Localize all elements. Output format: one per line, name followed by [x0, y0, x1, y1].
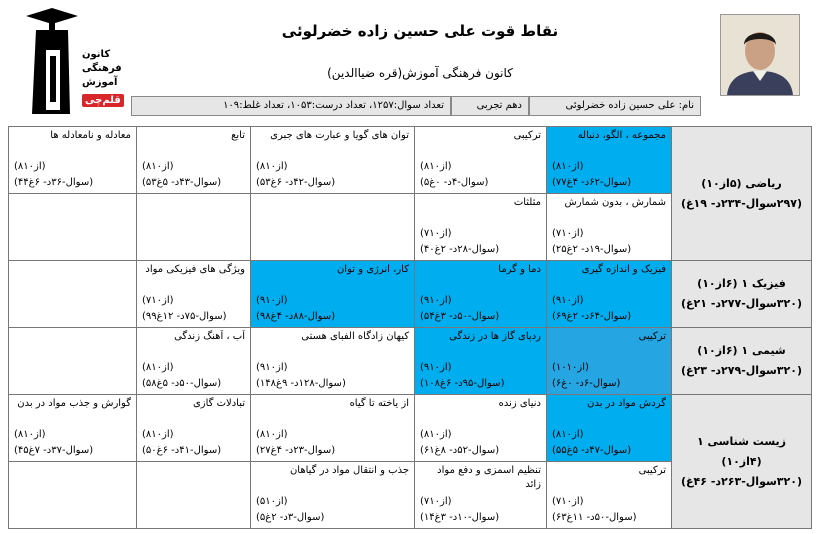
topic-stats: (۹۹سوال-۷۵د- ۱۲غ) — [142, 311, 227, 322]
topic-cell — [9, 194, 137, 261]
topic-stats: (۶۱سوال-۵۲د- ۸غ) — [420, 445, 500, 456]
topic-stats: (۵۰سوال-۴۱د- ۶غ) — [142, 445, 222, 456]
topic-cell — [251, 462, 415, 529]
topic-name: آب ، آهنگ زندگی — [174, 331, 245, 342]
subject-cell — [672, 127, 812, 261]
topic-name — [142, 196, 245, 226]
graduate-logo-icon — [22, 6, 80, 116]
page-subtitle: کانون فرهنگی آموزش(قره ضیاالدین) — [327, 66, 513, 80]
topic-name: تبادلات گازی — [192, 398, 245, 409]
topic-name — [142, 464, 245, 494]
topic-stats: (۱۴۸سوال-۱۲۸د- ۹غ) — [256, 378, 346, 389]
topic-name: ترکیبی — [638, 331, 666, 342]
topic-score: (۵از۱۰) — [256, 496, 288, 507]
topic-cell — [415, 328, 547, 395]
topic-name: ترکیبی — [638, 465, 666, 476]
subject-name: زیست شناسی ۱ (۴از۱۰) — [696, 434, 787, 468]
topic-score: (۸از۱۰) — [552, 161, 584, 172]
topic-name: کار، انرژی و توان — [336, 264, 409, 275]
topic-cell — [9, 261, 137, 328]
topic-name: شمارش ، بدون شمارش — [564, 197, 666, 208]
topic-stats: (۱۰۸سوال-۹۵د- ۶غ) — [420, 378, 505, 389]
subject-cell — [672, 261, 812, 328]
student-name: نام: علی حسین زاده خضرلوئی — [529, 96, 701, 116]
topic-name: توان های گویا و عبارت های جبری — [270, 130, 409, 141]
subject-summary: (۳۲۰سوال-۲۶۳د- ۴۶غ) — [681, 474, 802, 488]
topic-score: (۹از۱۰) — [256, 295, 288, 306]
topic-cell — [137, 194, 251, 261]
topic-name: گردش مواد در بدن — [587, 398, 666, 409]
topic-name: ردپای گاز ها در زندگی — [449, 331, 541, 342]
topic-cell — [415, 462, 547, 529]
topic-stats: (۶۳سوال-۵۰د- ۱۱غ) — [552, 512, 637, 523]
strengths-table — [8, 126, 812, 529]
topic-stats: (۴۴سوال-۳۶د- ۶غ) — [14, 177, 94, 188]
subject-summary: (۳۲۰سوال-۲۷۷د- ۲۱غ) — [681, 297, 802, 310]
topic-stats: (۹۸سوال-۸۸د- ۴غ) — [256, 311, 336, 322]
subject-cell — [672, 328, 812, 395]
topic-stats: (۴۵سوال-۳۷د- ۷غ) — [14, 445, 94, 456]
topic-cell — [547, 328, 672, 395]
topic-name: فیزیک و اندازه گیری — [581, 264, 666, 275]
topic-score: (۹از۱۰) — [552, 295, 584, 306]
topic-stats: (۵۳سوال-۴۲د- ۶غ) — [256, 177, 336, 188]
kanoon-logo — [22, 6, 122, 116]
topic-name: ترکیبی — [513, 130, 541, 141]
topic-cell — [547, 261, 672, 328]
topic-cell — [251, 328, 415, 395]
topic-cell — [415, 261, 547, 328]
topic-score: (۹از۱۰) — [256, 362, 288, 373]
logo-line-2: فرهنگی — [82, 63, 122, 74]
topic-score: (۸از۱۰) — [14, 429, 46, 440]
topic-stats: (۵سوال-۴د- ۰غ) — [420, 177, 489, 188]
topic-name: دنیای زنده — [498, 398, 541, 409]
exam-stats: تعداد سوال:۱۲۵۷، تعداد درست:۱۰۵۳، تعداد غلط:۱۰۹ — [131, 96, 451, 116]
topic-stats: (۶۹سوال-۶۴د- ۲غ) — [552, 311, 632, 322]
topic-cell — [415, 127, 547, 194]
logo-line-1: کانون — [82, 49, 111, 60]
topic-stats: (۲۷سوال-۲۳د- ۴غ) — [256, 445, 336, 456]
topic-cell — [547, 194, 672, 261]
student-grade: دهم تجربی — [451, 96, 529, 116]
topic-name — [256, 196, 409, 226]
topic-stats: (۵۳سوال-۴۳د- ۵غ) — [142, 177, 222, 188]
page-title: نقاط قوت علی حسین زاده خضرلوئی — [281, 22, 559, 40]
topic-stats: (۱۴سوال-۱۰د- ۳غ) — [420, 512, 500, 523]
topic-score: (۸از۱۰) — [256, 429, 288, 440]
topic-name — [14, 464, 131, 494]
subject-summary: (۳۲۰سوال-۲۷۹د- ۲۳غ) — [681, 364, 802, 377]
topic-cell — [9, 462, 137, 529]
topic-name: معادله و نامعادله ها — [50, 130, 131, 141]
topic-score: (۷از۱۰) — [420, 496, 452, 507]
topic-cell — [137, 462, 251, 529]
topic-score: (۸از۱۰) — [142, 161, 174, 172]
topic-stats: (۷۷سوال-۶۲د- ۴غ) — [552, 177, 632, 188]
topic-score: (۷از۱۰) — [552, 496, 584, 507]
topic-cell — [9, 127, 137, 194]
topic-name: گوارش و جذب مواد در بدن — [17, 398, 131, 409]
topic-name: تنظیم اسمزی و دفع مواد زائد — [437, 465, 541, 490]
subject-name: فیزیک ۱ (۶از۱۰) — [697, 277, 786, 290]
logo-line-3: آموزش — [82, 77, 118, 88]
subject-summary: (۲۹۷سوال-۲۳۴د- ۱۹غ) — [681, 196, 802, 210]
topic-score: (۸از۱۰) — [256, 161, 288, 172]
topic-score: (۹از۱۰) — [420, 362, 452, 373]
topic-name — [14, 330, 131, 360]
topic-score: (۹از۱۰) — [420, 295, 452, 306]
topic-cell — [251, 261, 415, 328]
topic-name: مجموعه ، الگو، دنباله — [577, 130, 666, 141]
topic-score: (۸از۱۰) — [14, 161, 46, 172]
student-photo — [720, 14, 800, 96]
topic-cell — [415, 395, 547, 462]
logo-badge: قلم‌چی — [82, 94, 124, 107]
topic-score: (۸از۱۰) — [552, 429, 584, 440]
topic-name: جذب و انتقال مواد در گیاهان — [289, 465, 409, 476]
topic-name — [14, 196, 131, 226]
topic-stats: (۵۴سوال-۵۰د- ۳غ) — [420, 311, 500, 322]
topic-cell — [137, 395, 251, 462]
topic-cell — [547, 395, 672, 462]
topic-stats: (۵۵سوال-۴۷د- ۵غ) — [552, 445, 632, 456]
topic-score: (۱۰از۱۰) — [552, 362, 589, 373]
topic-name: کیهان زادگاه الفبای هستی — [301, 331, 409, 342]
topic-cell — [547, 127, 672, 194]
topic-cell — [251, 127, 415, 194]
topic-name: ویژگی های فیزیکی مواد — [145, 264, 245, 275]
topic-cell — [9, 395, 137, 462]
topic-cell — [9, 328, 137, 395]
topic-score: (۸از۱۰) — [420, 161, 452, 172]
subject-name: ریاضی (۵از۱۰) — [701, 176, 782, 190]
subject-name: شیمی ۱ (۶از۱۰) — [697, 344, 786, 357]
table-row — [9, 328, 812, 395]
topic-score: (۷از۱۰) — [420, 228, 452, 239]
topic-name: تابع — [231, 130, 245, 141]
table-row — [9, 261, 812, 328]
table-row — [9, 127, 812, 194]
topic-name: دما و گرما — [498, 264, 541, 275]
topic-score: (۷از۱۰) — [142, 295, 174, 306]
topic-stats: (۶سوال-۶د- ۰غ) — [552, 378, 621, 389]
topic-score: (۸از۱۰) — [420, 429, 452, 440]
topic-cell — [251, 395, 415, 462]
topic-stats: (۴۰سوال-۲۸د- ۲غ) — [420, 244, 500, 255]
topic-cell — [547, 462, 672, 529]
topic-cell — [137, 261, 251, 328]
subject-cell — [672, 395, 812, 529]
topic-cell — [137, 127, 251, 194]
topic-stats: (۵سوال-۳د- ۲غ) — [256, 512, 325, 523]
topic-cell — [251, 194, 415, 261]
topic-score: (۸از۱۰) — [142, 429, 174, 440]
topic-name: از یاخته تا گیاه — [349, 398, 409, 409]
topic-cell — [137, 328, 251, 395]
student-info-bar — [131, 96, 701, 116]
topic-stats: (۲۵سوال-۱۹د- ۲غ) — [552, 244, 632, 255]
topic-name: مثلثات — [513, 197, 541, 208]
topic-score: (۸از۱۰) — [142, 362, 174, 373]
table-row — [9, 395, 812, 462]
topic-cell — [415, 194, 547, 261]
topic-score: (۷از۱۰) — [552, 228, 584, 239]
topic-stats: (۵۸سوال-۵۰د- ۵غ) — [142, 378, 222, 389]
topic-name — [14, 263, 131, 293]
